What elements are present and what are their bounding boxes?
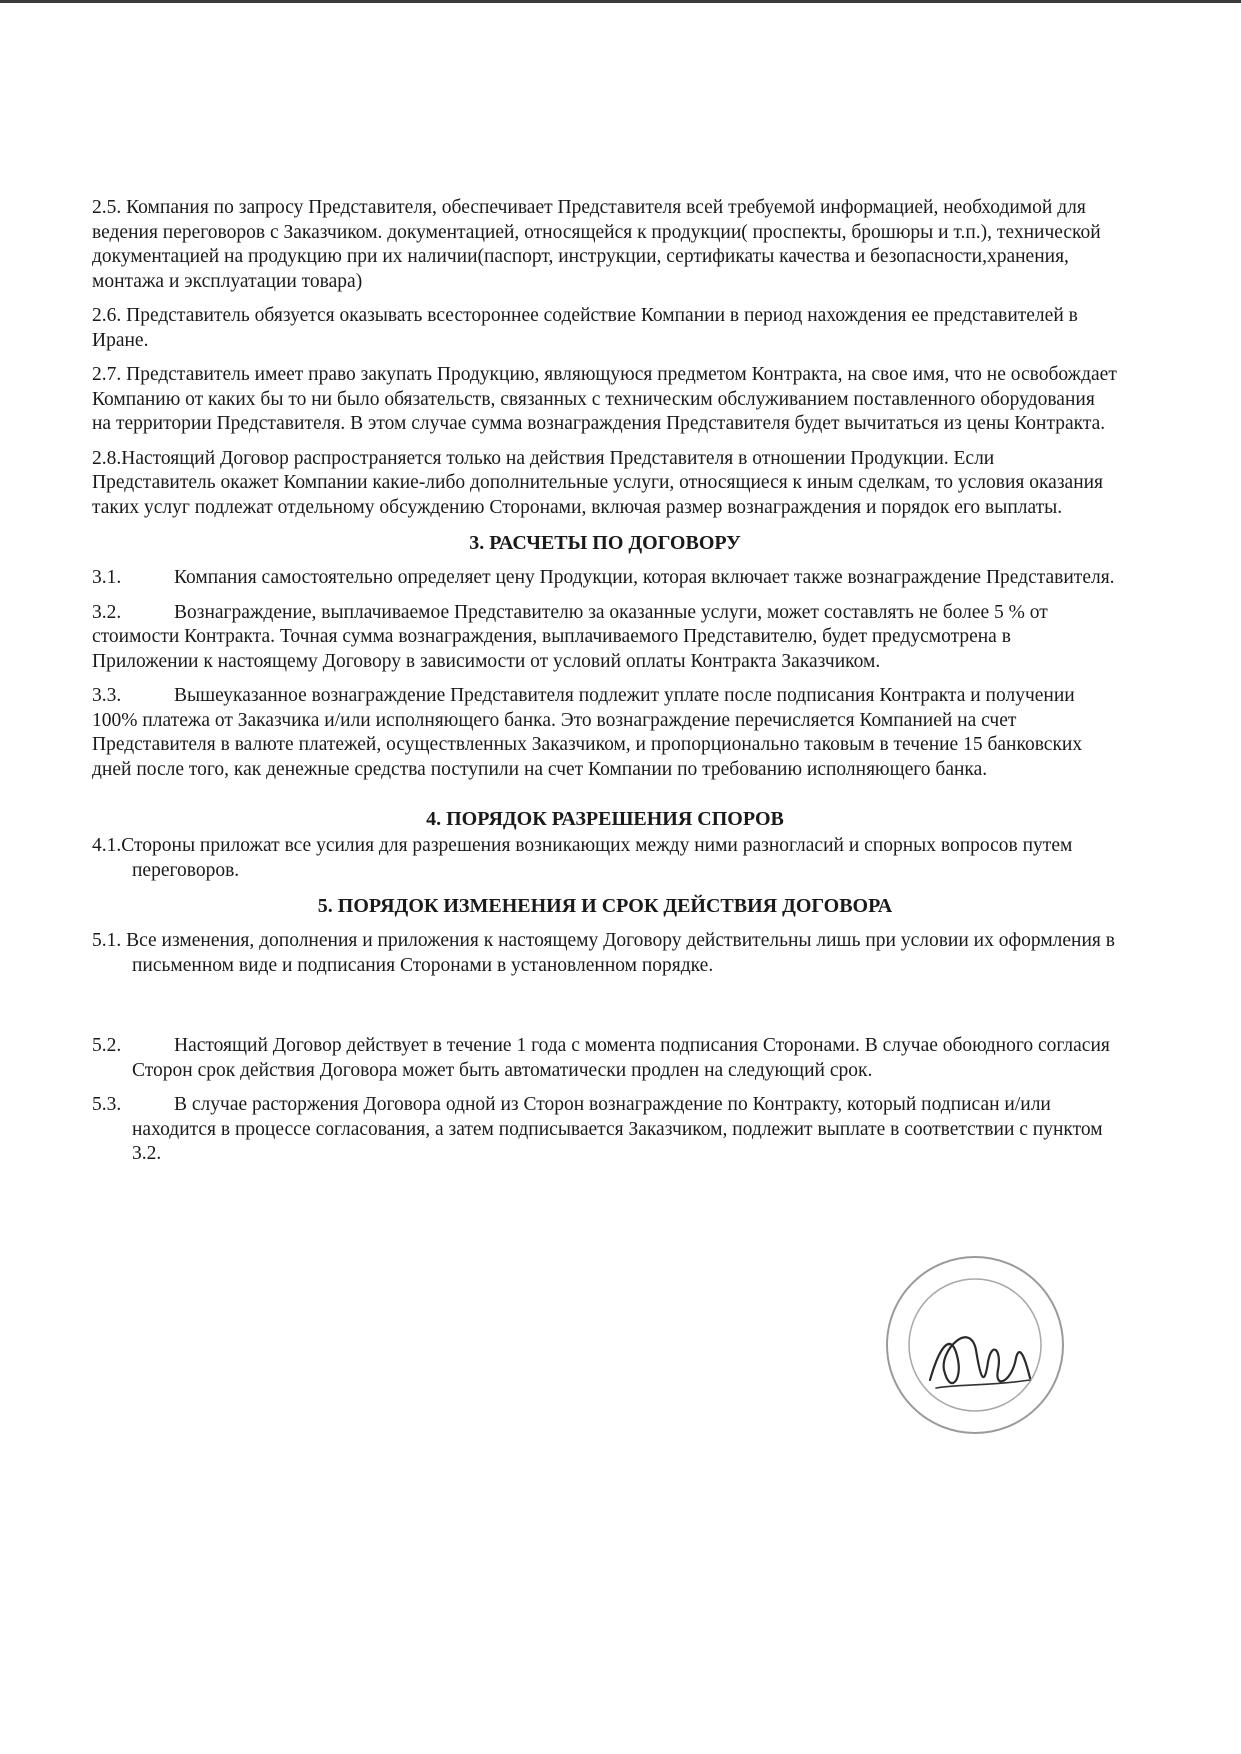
section-3-heading: 3. РАСЧЕТЫ ПО ДОГОВОРУ	[469, 532, 741, 554]
clause-2-8: 2.8.Настоящий Договор распространяется только на действия Представителя в отношении Продукции. Если Представитель окажет Компании какие-либо дополнительные услуги, относящиеся к иным сделкам, то условия оказания таких услуг подлежат отдельному обсуждению Сторонами, включая размер вознаграждения и порядок его выплаты.	[92, 447, 1104, 518]
clause-5-1: 5.1. Все изменения, дополнения и приложения к настоящему Договору действительны лишь при условии их оформления в письменном виде и подписания Сторонами в установленном порядке.	[92, 930, 1115, 976]
clause-3-1-number: 3.1.	[92, 567, 122, 588]
clause-5-3-text: В случае расторжения Договора одной из Сторон вознаграждение по Контракту, который подписан и/или находится в процессе согласования, а затем подписывается Заказчиком, подлежит выплате в соответствии с пунктом 3.2.	[132, 1094, 1103, 1164]
clause-2-6: 2.6. Представитель обязуется оказывать всестороннее содействие Компании в период нахождения ее представителей в Иране.	[92, 305, 1078, 351]
clause-5-2	[92, 1034, 1118, 1083]
company-seal-with-signature	[880, 1250, 1070, 1440]
clause-3-2-text: Вознаграждение, выплачиваемое Представителю за оказанные услуги, может составлять не более 5 % от стоимости Контракта. Точная сумма вознаграждения, выплачиваемого Представителю, будет предусмотрена в Приложении к настоящему Договору в зависимости от условий оплаты Контракта Заказчиком.	[92, 601, 1048, 672]
clause-3-2-number: 3.2.	[92, 601, 122, 623]
document-page	[92, 196, 1118, 1177]
clause-5-2-number: 5.2.	[92, 1035, 122, 1056]
clause-3-3-text: Вышеуказанное вознаграждение Представителя подлежит уплате после подписания Контракта и получении 100% платежа от Заказчика и/или исполняющего банка. Это вознаграждение перечисляется Компанией на счет Представителя в валюте платежей, осуществленных Заказчиком, и пропорционально таковым в течение 15 банковских дней после того, как денежные средства поступили на счет Компании по требованию исполняющего банка.	[92, 685, 1083, 780]
section-4-heading: 4. ПОРЯДОК РАЗРЕШЕНИЯ СПОРОВ	[426, 808, 784, 830]
clause-3-3-number: 3.3.	[92, 685, 122, 706]
clause-3-3	[92, 684, 1118, 782]
section-5-heading: 5. ПОРЯДОК ИЗМЕНЕНИЯ И СРОК ДЕЙСТВИЯ ДОГОВОРА	[317, 895, 893, 917]
clause-3-2	[92, 601, 1118, 675]
clause-5-2-text: Настоящий Договор действует в течение 1 года с момента подписания Сторонами. В случае обоюдного согласия Сторон срок действия Договора может быть автоматически продлен на следующий срок.	[132, 1035, 1110, 1081]
clause-5-3	[92, 1093, 1118, 1167]
blank-gap	[92, 988, 1118, 1034]
signature-stroke	[930, 1337, 1030, 1383]
clause-4-1: 4.1.Стороны приложат все усилия для разрешения возникающих между ними разногласий и спорных вопросов путем переговоров.	[92, 835, 1073, 881]
clause-3-1-text: Компания самостоятельно определяет цену Продукции, которая включает также вознаграждение Представителя.	[174, 567, 1115, 588]
clause-5-3-number: 5.3.	[92, 1094, 122, 1115]
clause-3-1	[92, 566, 1118, 591]
clause-2-5: 2.5. Компания по запросу Представителя, обеспечивает Представителя всей требуемой информацией, необходимой для ведения переговоров с Заказчиком. документацией, относящейся к продукции( проспекты, брошюры и т.п.), технической документацией на продукцию при их наличии(паспорт, инструкции, сертификаты качества и безопасности,хранения, монтажа и эксплуатации товара)	[92, 197, 1101, 292]
scan-top-edge	[0, 0, 1241, 3]
clause-2-7: 2.7. Представитель имеет право закупать Продукцию, являющуюся предметом Контракта, на свое имя, что не освобождает Компанию от каких бы то ни было обязательств, связанных с техническим обслуживанием поставленного оборудования на территории Представителя. В этом случае сумма вознаграждения Представителя будет вычитаться из цены Контракта.	[92, 364, 1117, 434]
